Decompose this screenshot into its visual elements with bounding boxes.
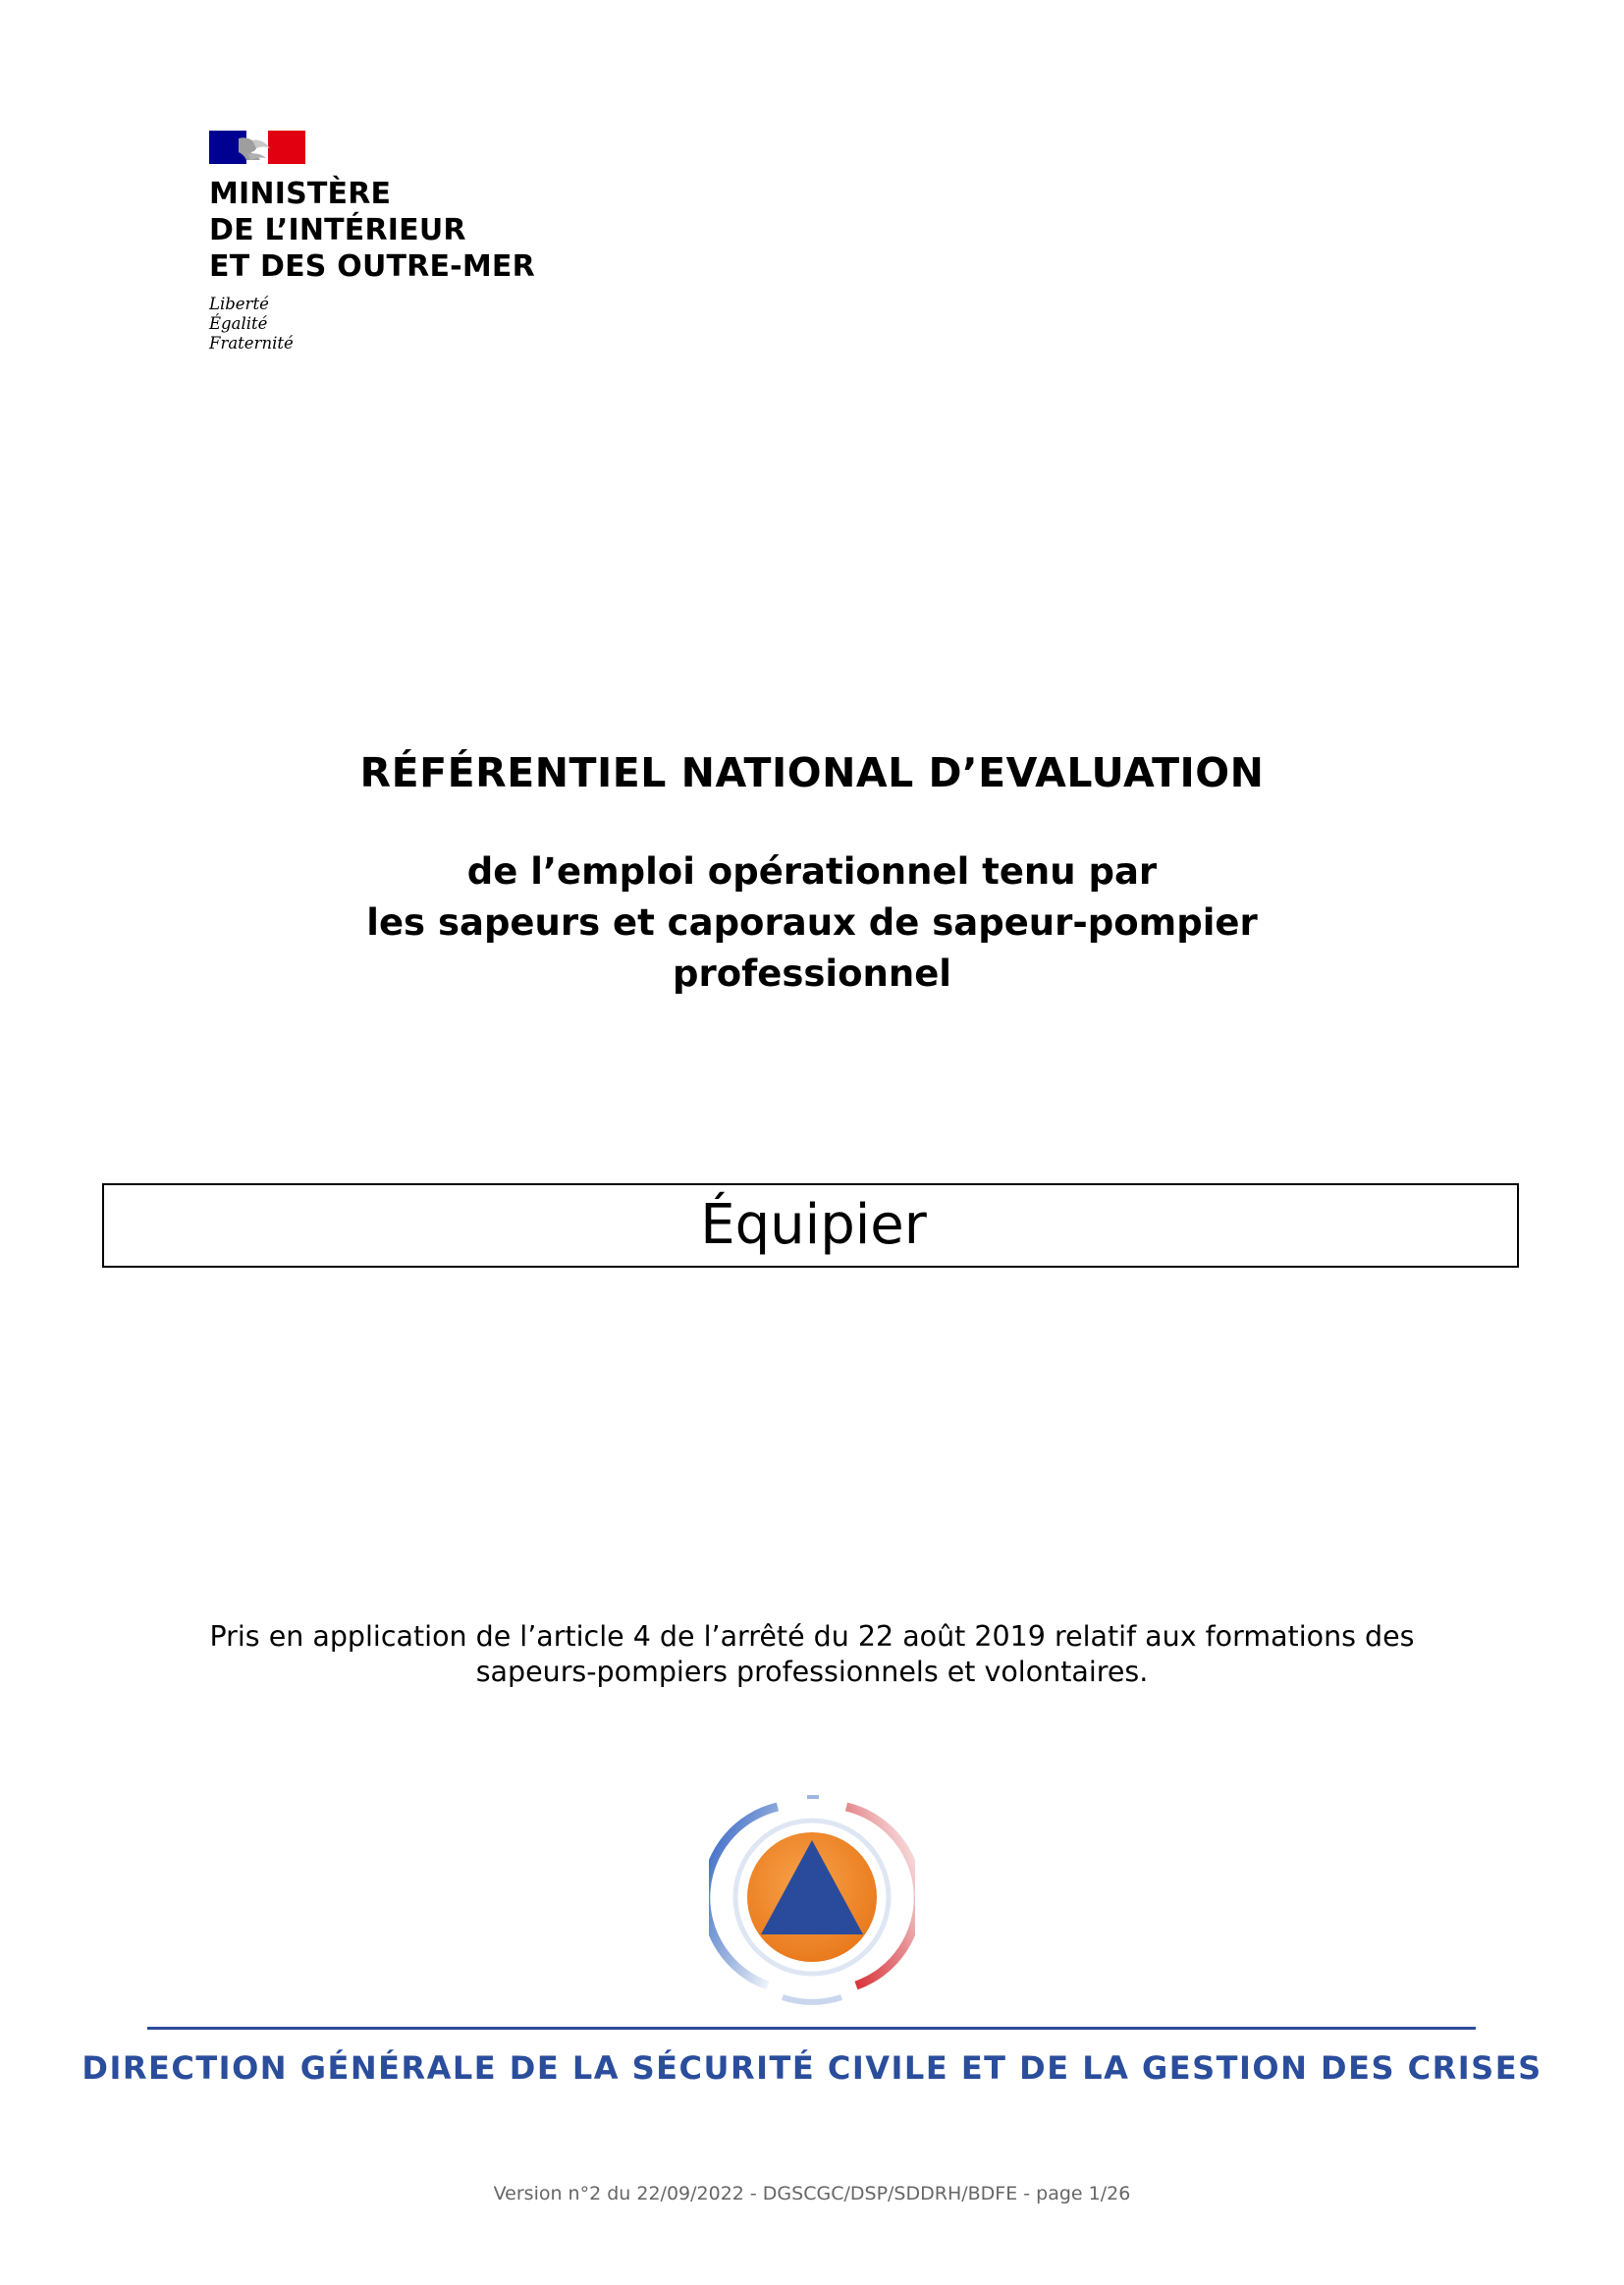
- republic-motto: [209, 295, 602, 354]
- divider-line: [147, 2027, 1476, 2030]
- subtitle-line: professionnel: [673, 952, 951, 995]
- page-footer: Version n°2 du 22/09/2022 - DGSCGC/DSP/SDDRH/BDFE - page 1/26: [493, 2183, 1131, 2204]
- ministry-name-line: ET DES OUTRE-MER: [209, 249, 535, 284]
- application-note: [177, 1619, 1447, 1690]
- subtitle-line: de l’emploi opérationnel tenu par: [466, 850, 1158, 893]
- ministry-header: [209, 131, 602, 354]
- application-note-line: Pris en application de l’article 4 de l’arrêté du 22 août 2019 relatif aux formations des: [209, 1620, 1415, 1653]
- ministry-name-line: DE L’INTÉRIEUR: [209, 213, 466, 247]
- application-note-line: sapeurs-pompiers professionnels et volontaires.: [475, 1656, 1149, 1688]
- document-title: RÉFÉRENTIEL NATIONAL D’EVALUATION: [359, 749, 1265, 796]
- ministry-name: [209, 176, 602, 285]
- marianne-flag-logo: [209, 131, 305, 164]
- civil-protection-emblem-icon: [709, 1789, 915, 2007]
- ministry-name-line: MINISTÈRE: [209, 177, 392, 211]
- job-title-box: [102, 1183, 1519, 1268]
- motto-egalite: Égalité: [209, 314, 268, 333]
- subtitle-line: les sapeurs et caporaux de sapeur-pompier: [366, 901, 1258, 944]
- direction-name: DIRECTION GÉNÉRALE DE LA SÉCURITÉ CIVILE ET DE LA GESTION DES CRISES: [81, 2049, 1543, 2087]
- document-subtitle: [128, 846, 1496, 1000]
- motto-fraternite: Fraternité: [209, 334, 294, 353]
- job-title: Équipier: [700, 1193, 927, 1257]
- securite-civile-logo: [709, 1789, 915, 2007]
- motto-liberte: Liberté: [209, 295, 269, 313]
